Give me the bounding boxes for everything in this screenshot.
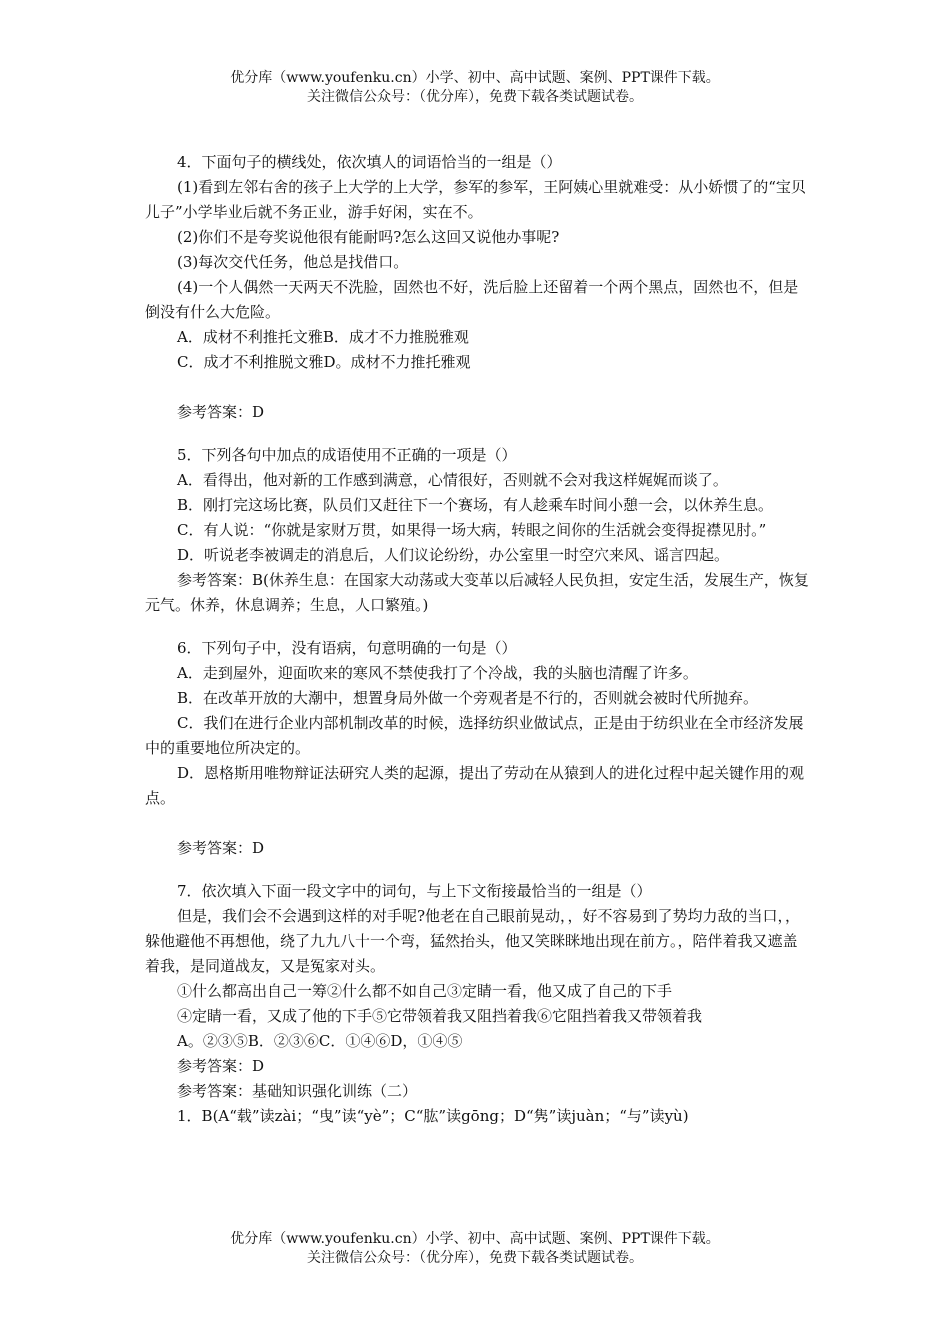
question-5-answer: 参考答案：B(休养生息：在国家大动荡或大变革以后减轻人民负担，安定生活，发展生产，恢复元气。休养，休息调养；生息，人口繁殖。) <box>145 571 809 614</box>
question-4-stem: 4．下面句子的横线处，依次填人的词语恰当的一组是（） <box>177 153 562 171</box>
question-6-option-c: C．我们在进行企业内部机制改革的时候，选择纺织业做试点，正是由于纺织业在全市经济发展中的重要地位所决定的。 <box>145 714 804 757</box>
footer-line-2: 关注微信公众号：（优分库），免费下载各类试题试卷。 <box>307 1250 643 1266</box>
question-5-option-d: D．听说老李被调走的消息后，人们议论纷纷，办公室里一时空穴来风、谣言四起。 <box>177 546 730 564</box>
training-answers-heading: 参考答案：基础知识强化训练（二） <box>177 1082 418 1100</box>
question-7-stem: 7．依次填入下面一段文字中的词句，与上下文衔接最恰当的一组是（） <box>177 882 652 900</box>
question-4-options-cd: C．成才不利推脱文雅D。成材不力推托雅观 <box>177 353 471 371</box>
footer-line-1: 优分库（www.youfenku.cn）小学、初中、高中试题、案例、PPT课件下载。 <box>230 1231 720 1247</box>
question-6-stem: 6．下列句子中，没有语病，句意明确的一句是（） <box>177 639 517 657</box>
question-5-option-a: A．看得出，他对新的工作感到满意，心情很好，否则就不会对我这样娓娓而谈了。 <box>177 471 728 489</box>
question-5 <box>145 443 810 618</box>
question-4-options-ab: A．成材不利推托文雅B．成才不力推脱雅观 <box>177 328 469 346</box>
question-4-sentence-3: (3)每次交代任务，他总是找借口。 <box>177 253 409 271</box>
question-7-answer: 参考答案：D <box>177 1057 265 1075</box>
question-4 <box>145 150 810 425</box>
question-4-sentence-4: (4)一个人偶然一天两天不洗脸，固然也不好，洗后脸上还留着一个两个黑点，固然也不，但是倒没有什么大危险。 <box>145 278 799 321</box>
question-4-sentence-2: (2)你们不是夸奖说他很有能耐吗?怎么这回又说他办事呢? <box>177 228 560 246</box>
question-6 <box>145 636 810 861</box>
question-6-option-d: D．恩格斯用唯物辩证法研究人类的起源，提出了劳动在从猿到人的进化过程中起关键作用的观点。 <box>145 764 805 807</box>
question-6-option-a: A．走到屋外，迎面吹来的寒风不禁使我打了个冷战，我的头脑也清醒了许多。 <box>177 664 698 682</box>
document-body <box>145 150 810 1129</box>
question-7-passage: 但是，我们会不会遇到这样的对手呢?他老在自己眼前晃动，，好不容易到了势均力敌的当口，，躲他避他不再想他，绕了九九八十一个弯，猛然抬头，他又笑眯眯地出现在前方。，陪伴着我又遮盖着我，是同道战友，又是冤家对头。 <box>145 907 801 975</box>
question-4-sentence-1: (1)看到左邻右舍的孩子上大学的上大学，参军的参军，王阿姨心里就难受：从小娇惯了的“宝贝儿子”小学毕业后就不务正业，游手好闲，实在不。 <box>145 178 806 221</box>
question-7 <box>145 879 810 1129</box>
page-footer <box>0 1230 950 1268</box>
header-line-2: 关注微信公众号：（优分库），免费下载各类试题试卷。 <box>307 89 643 105</box>
question-4-answer: 参考答案：D <box>177 403 265 421</box>
page-header <box>0 69 950 107</box>
question-5-stem: 5．下列各句中加点的成语使用不正确的一项是（） <box>177 446 517 464</box>
question-5-option-c: C．有人说：“你就是家财万贯，如果得一场大病，转眼之间你的生活就会变得捉襟见肘。” <box>177 521 767 539</box>
question-7-choices-line-2: ④定睛一看，又成了他的下手⑤它带领着我又阻挡着我⑥它阻挡着我又带领着我 <box>177 1007 703 1025</box>
question-5-option-b: B．刚打完这场比赛，队员们又赶往下一个赛场，有人趁乘车时间小憩一会，以休养生息。 <box>177 496 774 514</box>
question-7-options: A。②③⑤B．②③⑥C．①④⑥D，①④⑤ <box>177 1032 463 1050</box>
question-6-option-b: B．在改革开放的大潮中，想置身局外做一个旁观者是不行的，否则就会被时代所抛弃。 <box>177 689 759 707</box>
header-line-1: 优分库（www.youfenku.cn）小学、初中、高中试题、案例、PPT课件下载。 <box>230 70 720 86</box>
question-7-choices-line-1: ①什么都高出自己一筹②什么都不如自己③定睛一看，他又成了自己的下手 <box>177 982 673 1000</box>
question-6-answer: 参考答案：D <box>177 839 265 857</box>
training-answer-1: 1．B(A“载”读zài；“曳”读“yè”；C“肱”读gōng；D“隽”读juàn；“与”读yù) <box>177 1107 689 1125</box>
